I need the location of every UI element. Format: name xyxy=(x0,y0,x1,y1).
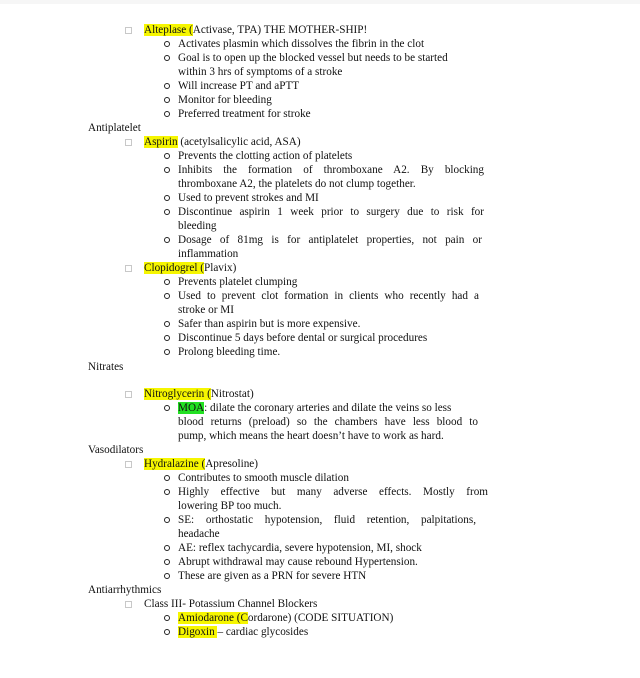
list-item: Prolong bleeding time. xyxy=(178,346,281,358)
circle-bullet-icon xyxy=(164,615,170,621)
circle-bullet-icon xyxy=(164,405,170,411)
list-item: Prevents the clotting action of platelets xyxy=(178,150,353,162)
circle-bullet-icon xyxy=(164,517,170,523)
drug-digoxin: Digoxin – cardiac glycosides xyxy=(178,626,309,638)
highlight-digoxin: Digoxin xyxy=(178,626,218,638)
list-item-continuation: thromboxane A2, the platelets do not clump together. xyxy=(178,178,416,190)
section-heading-antiplatelet: Antiplatelet xyxy=(88,122,141,134)
circle-bullet-icon xyxy=(164,335,170,341)
highlight-alteplase: Alteplase ( xyxy=(144,24,193,36)
list-item: Used to prevent clot formation in clients who recently had a xyxy=(178,290,479,302)
list-item-continuation: stroke or MI xyxy=(178,304,234,316)
square-bullet-icon xyxy=(125,461,132,468)
highlight-nitroglycerin: Nitroglycerin ( xyxy=(144,388,211,400)
square-bullet-icon xyxy=(125,265,132,272)
list-item-continuation: lowering BP too much. xyxy=(178,500,282,512)
drug-clopidogrel: Clopidogrel (Plavix) xyxy=(144,262,237,274)
circle-bullet-icon xyxy=(164,97,170,103)
circle-bullet-icon xyxy=(164,559,170,565)
drug-aspirin: Aspirin (acetylsalicylic acid, ASA) xyxy=(144,136,301,148)
list-item-continuation: headache xyxy=(178,528,220,540)
circle-bullet-icon xyxy=(164,573,170,579)
list-item: Preferred treatment for stroke xyxy=(178,108,311,120)
circle-bullet-icon xyxy=(164,167,170,173)
drug-amiodarone: Amiodarone (Cordarone) (CODE SITUATION) xyxy=(178,612,394,624)
list-item: Goal is to open up the blocked vessel but needs to be started xyxy=(178,52,448,64)
circle-bullet-icon xyxy=(164,293,170,299)
list-item-continuation: bleeding xyxy=(178,220,217,232)
circle-bullet-icon xyxy=(164,349,170,355)
highlight-aspirin: Aspirin xyxy=(144,136,178,148)
list-item: Inhibits the formation of thromboxane A2. By blocking xyxy=(178,164,484,176)
circle-bullet-icon xyxy=(164,475,170,481)
list-item: Monitor for bleeding xyxy=(178,94,272,106)
square-bullet-icon xyxy=(125,27,132,34)
circle-bullet-icon xyxy=(164,111,170,117)
list-item-continuation: pump, which means the heart doesn’t have to work as hard. xyxy=(178,430,444,442)
circle-bullet-icon xyxy=(164,55,170,61)
highlight-moa: MOA xyxy=(178,402,205,414)
list-item: Discontinue aspirin 1 week prior to surgery due to risk for xyxy=(178,206,484,218)
highlight-clopidogrel: Clopidogrel ( xyxy=(144,262,204,274)
drug-hydralazine: Hydralazine (Apresoline) xyxy=(144,458,259,470)
list-item: Prevents platelet clumping xyxy=(178,276,298,288)
list-item: Contributes to smooth muscle dilation xyxy=(178,472,349,484)
circle-bullet-icon xyxy=(164,237,170,243)
circle-bullet-icon xyxy=(164,41,170,47)
square-bullet-icon xyxy=(125,391,132,398)
list-item-continuation: within 3 hrs of symptoms of a stroke xyxy=(178,66,343,78)
section-heading-nitrates: Nitrates xyxy=(88,361,124,373)
drug-nitroglycerin: Nitroglycerin (Nitrostat) xyxy=(144,388,254,400)
circle-bullet-icon xyxy=(164,83,170,89)
circle-bullet-icon xyxy=(164,153,170,159)
circle-bullet-icon xyxy=(164,545,170,551)
top-shadow-bar xyxy=(0,0,640,4)
square-bullet-icon xyxy=(125,139,132,146)
list-item: Discontinue 5 days before dental or surgical procedures xyxy=(178,332,428,344)
list-item-continuation: blood returns (preload) so the chambers have less blood to xyxy=(178,416,478,428)
list-item: Highly effective but many adverse effects. Mostly from xyxy=(178,486,488,498)
list-item-continuation: inflammation xyxy=(178,248,239,260)
list-item: AE: reflex tachycardia, severe hypotension, MI, shock xyxy=(178,542,422,554)
list-item: SE: orthostatic hypotension, fluid retention, palpitations, xyxy=(178,514,476,526)
list-item: Safer than aspirin but is more expensive. xyxy=(178,318,361,330)
circle-bullet-icon xyxy=(164,321,170,327)
circle-bullet-icon xyxy=(164,209,170,215)
section-heading-vasodilators: Vasodilators xyxy=(88,444,144,456)
circle-bullet-icon xyxy=(164,279,170,285)
list-item: Dosage of 81mg is for antiplatelet properties, not pain or xyxy=(178,234,482,246)
list-item: Used to prevent strokes and MI xyxy=(178,192,319,204)
highlight-amiodarone: Amiodarone (C xyxy=(178,612,248,624)
circle-bullet-icon xyxy=(164,195,170,201)
section-heading-antiarrhythmics: Antiarrhythmics xyxy=(88,584,162,596)
square-bullet-icon xyxy=(125,601,132,608)
class-label: Class III- Potassium Channel Blockers xyxy=(144,598,318,610)
circle-bullet-icon xyxy=(164,629,170,635)
list-item-moa: MOA: dilate the coronary arteries and dilate the veins so less xyxy=(178,402,452,414)
list-item: Activates plasmin which dissolves the fibrin in the clot xyxy=(178,38,425,50)
list-item: Will increase PT and aPTT xyxy=(178,80,300,92)
circle-bullet-icon xyxy=(164,489,170,495)
list-item: Abrupt withdrawal may cause rebound Hypertension. xyxy=(178,556,418,568)
list-item: These are given as a PRN for severe HTN xyxy=(178,570,367,582)
drug-alteplase: Alteplase (Activase, TPA) THE MOTHER-SHIP! xyxy=(144,24,368,36)
highlight-hydralazine: Hydralazine ( xyxy=(144,458,206,470)
